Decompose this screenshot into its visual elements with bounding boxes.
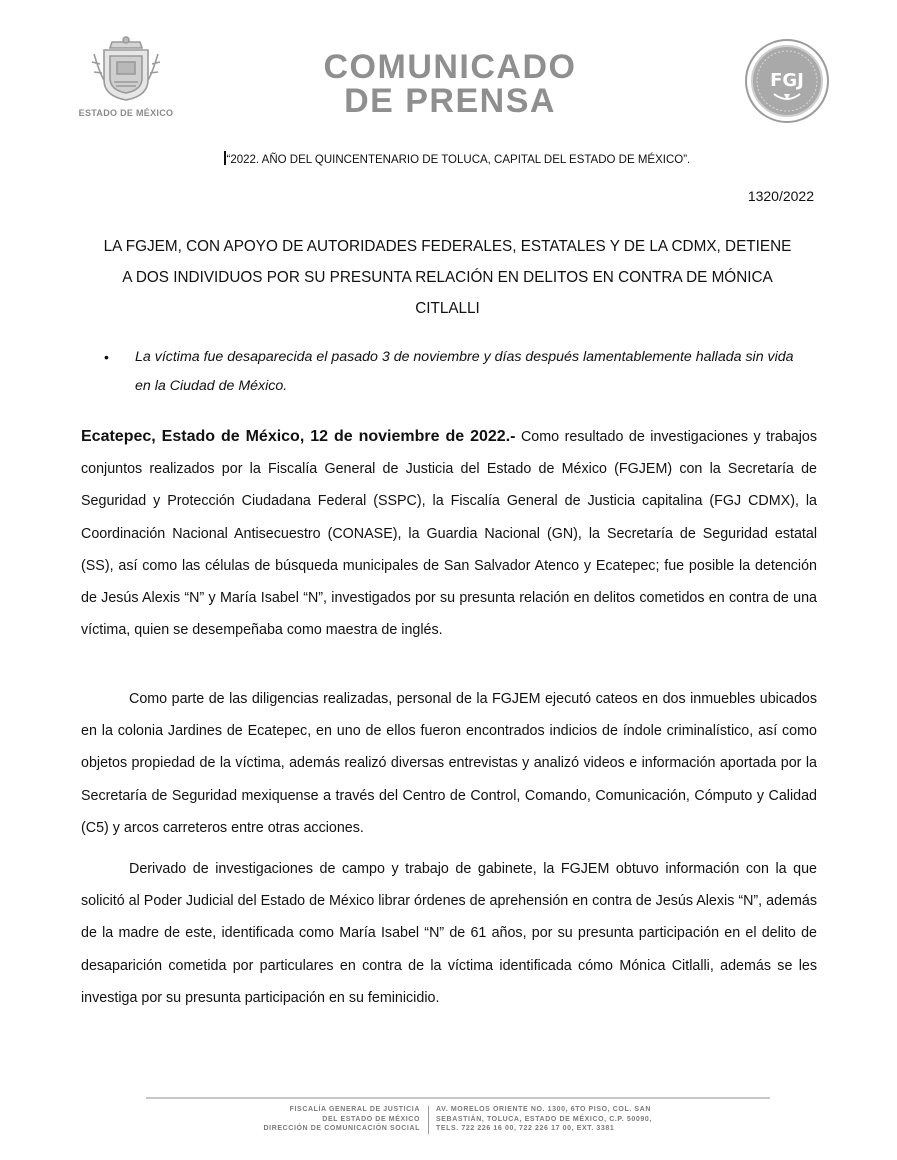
title-line-2: DE PRENSA (344, 82, 556, 120)
coat-of-arms-icon (90, 34, 162, 104)
fgj-seal-icon (744, 38, 830, 124)
headline (80, 231, 815, 324)
footer-right-line-3: TELS. 722 226 16 00, 722 226 17 00, EXT. 3381 (436, 1125, 615, 1132)
footer-left-line-2: DEL ESTADO DE MÉXICO (322, 1115, 420, 1123)
footer-left-line-3: DIRECCIÓN DE COMUNICACIÓN SOCIAL (263, 1125, 420, 1132)
dateline: Ecatepec, Estado de México, 12 de noviembre de 2022.- (81, 428, 516, 445)
left-logo-caption: ESTADO DE MÉXICO (78, 108, 174, 118)
fgj-seal-text: FGJ (770, 70, 804, 91)
list-item: • La víctima fue desaparecida el pasado 3 de noviembre y días después lamentablemente hallada sin vida en la Ciudad de México. (104, 343, 804, 401)
document-number: 1320/2022 (747, 188, 814, 204)
headline-line-1: LA FGJEM, CON APOYO DE AUTORIDADES FEDERALES, ESTATALES Y DE LA CDMX, DETIENE (103, 238, 792, 255)
estado-de-mexico-logo (76, 34, 176, 120)
footer-divider (146, 1097, 770, 1099)
footer-right-line-1: AV. MORELOS ORIENTE NO. 1300, 6TO PISO, COL. SAN (436, 1106, 651, 1113)
paragraph-1-text: Como resultado de investigaciones y trabajos conjuntos realizados por la Fiscalía General de Justicia del Estado de México (FGJEM) con la Secretaría de Seguridad y Protección Ciudadana Federal (SSPC), la Fiscalía General de Justicia capitalina (FGJ CDMX), la Coordinación Nacional Antisecuestro (CONASE), la Guardia Nacional (GN), la Secretaría de Seguridad estatal (SS), así como las células de búsqueda municipales de San Salvador Atenco y Ecatepec; fue posible la detención de Jesús Alexis “N” y María Isabel “N”, investigados por su presunta relación en delitos cometidos en contra de una víctima, quien se desempeñaba como maestra de inglés. (81, 429, 817, 639)
headline-line-2: A DOS INDIVIDUOS POR SU PRESUNTA RELACIÓN EN DELITOS EN CONTRA DE MÓNICA (122, 269, 773, 286)
fgj-logo (744, 38, 830, 124)
page-title (240, 50, 660, 118)
footer-organization (220, 1105, 420, 1134)
footer-separator (428, 1106, 429, 1134)
summary-bullets (104, 343, 804, 401)
footer-address (436, 1105, 706, 1134)
motto-text: “2022. AÑO DEL QUINCENTENARIO DE TOLUCA, CAPITAL DEL ESTADO DE MÉXICO”. (226, 154, 691, 166)
body-paragraph-2: Como parte de las diligencias realizadas, personal de la FGJEM ejecutó cateos en dos inmuebles ubicados en la colonia Jardines de Ecatepec, en uno de ellos fueron encontrados indicios de índole criminalístico, así como objetos propiedad de la víctima, además realizó diversas entrevistas y analizó videos e información aportada por la Secretaría de Seguridad mexiquense a través del Centro de Control, Comando, Comunicación, Cómputo y Calidad (C5) y arcos carreteros entre otras acciones. (81, 691, 817, 836)
text-cursor-bar (224, 151, 226, 165)
body-paragraph-1 (81, 421, 817, 646)
footer-left-line-1: FISCALÍA GENERAL DE JUSTICIA (289, 1106, 420, 1113)
title-line-1: COMUNICADO (323, 48, 577, 86)
body-paragraph-3: Derivado de investigaciones de campo y trabajo de gabinete, la FGJEM obtuvo información con la que solicitó al Poder Judicial del Estado de México librar órdenes de aprehensión en contra de Jesús Alexis “N”, además de la madre de este, identificada como María Isabel “N” de 61 años, por su presunta participación en el delito de desaparición cometida por particulares en contra de la víctima identificada cómo Mónica Citlalli, además se les investiga por su presunta participación en su feminicidio. (81, 861, 817, 1006)
headline-line-3: CITLALLI (415, 300, 480, 317)
institutional-motto (224, 151, 691, 166)
footer-right-line-2: SEBASTIÁN, TOLUCA, ESTADO DE MÉXICO, C.P. 50090, (436, 1115, 652, 1123)
